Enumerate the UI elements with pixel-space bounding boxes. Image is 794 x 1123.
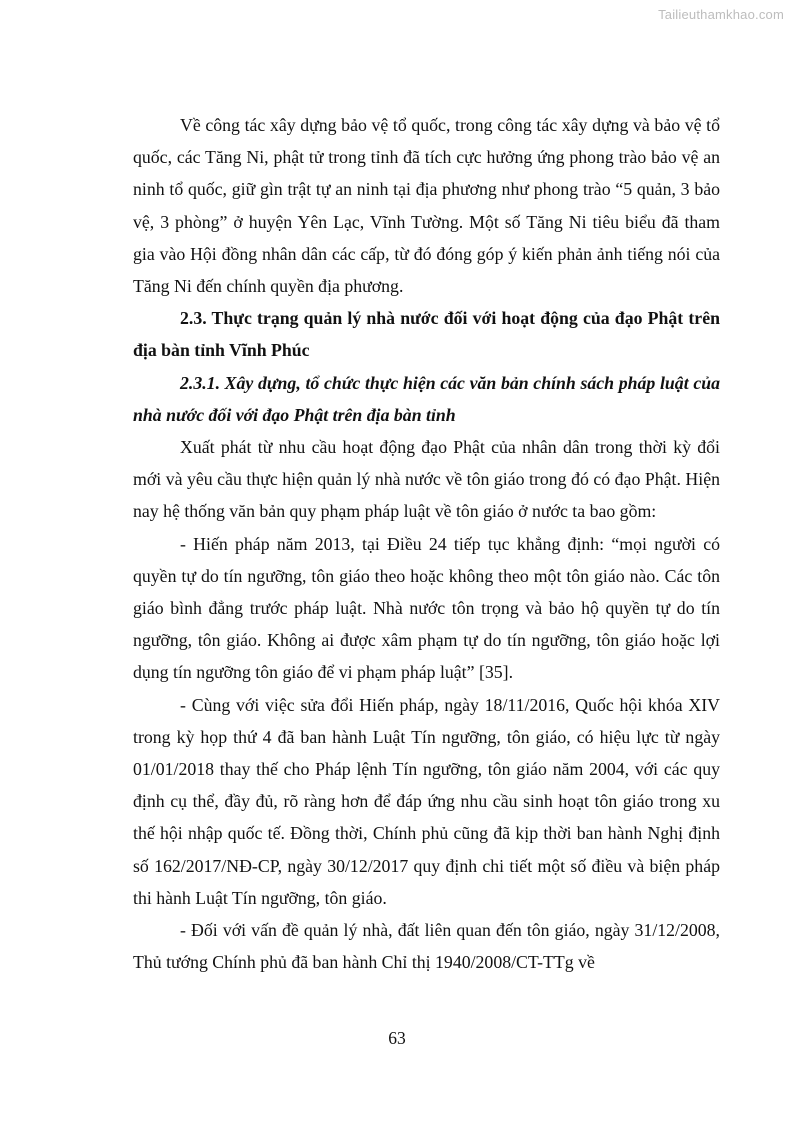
document-body	[133, 109, 720, 978]
paragraph-land: - Đối với vấn đề quản lý nhà, đất liên quan đến tôn giáo, ngày 31/12/2008, Thủ tướng Chính phủ đã ban hành Chỉ thị 1940/2008/CT-TTg về	[133, 920, 720, 973]
paragraph-intro: Xuất phát từ nhu cầu hoạt động đạo Phật của nhân dân trong thời kỳ đổi mới và yêu cầu thực hiện quản lý nhà nước về tôn giáo trong đó có đạo Phật. Hiện nay hệ thống văn bản quy phạm pháp luật về tôn giáo ở nước ta bao gồm:	[133, 437, 720, 522]
paragraph-constitution: - Hiến pháp năm 2013, tại Điều 24 tiếp tục khẳng định: “mọi người có quyền tự do tín ngưỡng, tôn giáo theo hoặc không theo một tôn giáo nào. Các tôn giáo bình đẳng trước pháp luật. Nhà nước tôn trọng và bảo hộ quyền tự do tín ngưỡng, tôn giáo. Không ai được xâm phạm tự do tín ngưỡng, tôn giáo hoặc lợi dụng tín ngưỡng tôn giáo để vi phạm pháp luật” [35].	[133, 533, 720, 683]
watermark: Tailieuthamkhao.com	[658, 7, 784, 22]
paragraph-defense: Về công tác xây dựng bảo vệ tổ quốc, trong công tác xây dựng và bảo vệ tổ quốc, các Tăng Ni, phật tử trong tỉnh đã tích cực hưởng ứng phong trào bảo vệ an ninh tổ quốc, giữ gìn trật tự an ninh tại địa phương như phong trào “5 quản, 3 bảo vệ, 3 phòng” ở huyện Yên Lạc, Vĩnh Tường. Một số Tăng Ni tiêu biểu đã tham gia vào Hội đồng nhân dân các cấp, từ đó đóng góp ý kiến phản ảnh tiếng nói của Tăng Ni đến chính quyền địa phương.	[133, 115, 720, 297]
paragraph-law: - Cùng với việc sửa đổi Hiến pháp, ngày 18/11/2016, Quốc hội khóa XIV trong kỳ họp thứ 4 đã ban hành Luật Tín ngưỡng, tôn giáo, có hiệu lực từ ngày 01/01/2018 thay thế cho Pháp lệnh Tín ngưỡng, tôn giáo năm 2004, với các quy định cụ thể, đầy đủ, rõ ràng hơn để đáp ứng nhu cầu sinh hoạt tôn giáo trong xu thế hội nhập quốc tế. Đồng thời, Chính phủ cũng đã kịp thời ban hành Nghị định số 162/2017/NĐ-CP, ngày 30/12/2017 quy định chi tiết một số điều và biện pháp thi hành Luật Tín ngưỡng, tôn giáo.	[133, 694, 720, 908]
page-number: 63	[388, 1028, 406, 1048]
section-heading: 2.3. Thực trạng quản lý nhà nước đối với hoạt động của đạo Phật trên địa bàn tỉnh Vĩnh Phúc	[133, 308, 720, 361]
subsection-heading: 2.3.1. Xây dựng, tổ chức thực hiện các văn bản chính sách pháp luật của nhà nước đối với đạo Phật trên địa bàn tỉnh	[133, 372, 720, 425]
